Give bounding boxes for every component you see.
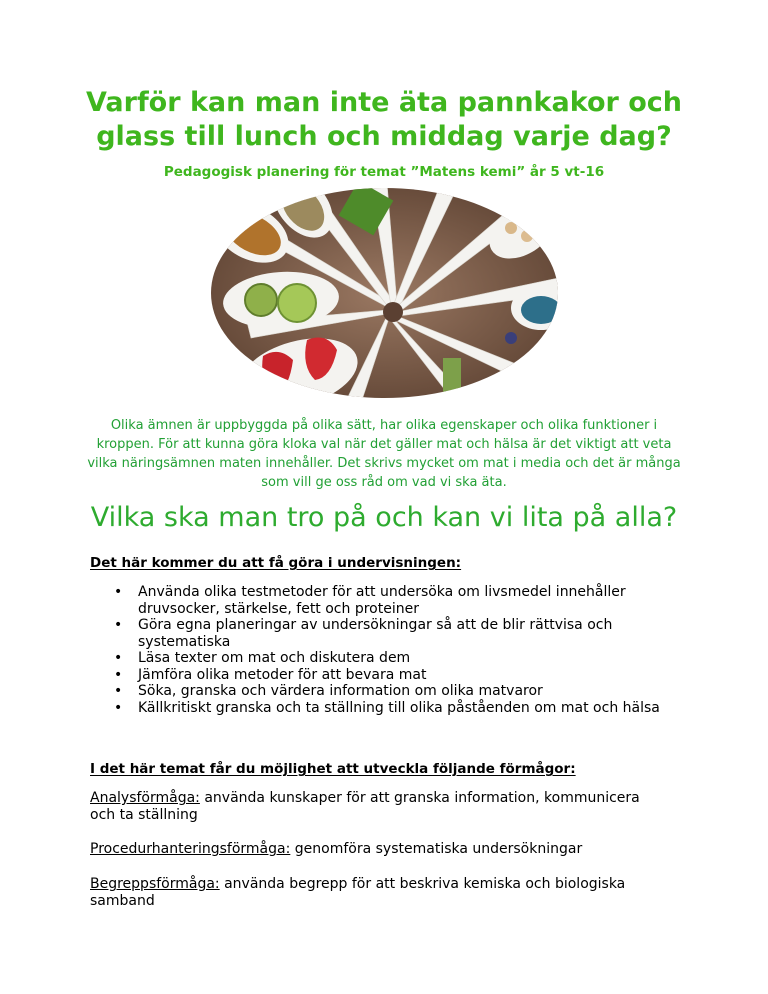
intro-text: Olika ämnen är uppbyggda på olika sätt, har olika egenskaper och olika funktioner i kroppen. För att kunna göra kloka val när det gäller mat och hälsa är det viktigt att veta vilka näringsämnen maten innehåller. Det skrivs mycket om mat i media och det är många som vill ge oss råd om vad vi ska äta. <box>87 418 681 490</box>
ability-procedure <box>90 841 650 858</box>
list-item: • Jämföra olika metoder för att bevara mat <box>114 666 427 683</box>
list-item: • Göra egna planeringar av undersökningar så att de blir rättvisa och systematiska <box>114 617 613 650</box>
page-subtitle: Pedagogisk planering för temat ”Matens kemi” år 5 vt-16 <box>163 164 605 180</box>
tasks-list <box>90 584 670 716</box>
ability-concepts <box>90 876 650 910</box>
list-item: • Använda olika testmetoder för att undersöka om livsmedel innehåller druvsocker, stärkelse, fett och proteiner <box>114 584 626 617</box>
bullet-icon: • <box>114 584 123 600</box>
list-item: • Läsa texter om mat och diskutera dem <box>114 650 411 666</box>
abilities-heading: I det här temat får du möjlighet att utveckla följande förmågor: <box>90 761 576 777</box>
list-item: • Källkritiskt granska och ta ställning till olika påståenden om mat och hälsa <box>114 699 660 716</box>
brussels-sprout-1 <box>245 284 277 316</box>
bullet-icon: • <box>114 699 123 716</box>
bullet-icon: • <box>114 683 123 699</box>
bullet-icon: • <box>114 617 123 633</box>
tasks-heading: Det här kommer du att få göra i undervisningen: <box>90 555 462 571</box>
ability-analysis <box>90 790 650 824</box>
bullet-icon: • <box>114 650 123 666</box>
question-heading: Vilka ska man tro på och kan vi lita på alla? <box>90 502 678 533</box>
food-spoons-photo <box>211 188 558 398</box>
list-item: • Söka, granska och värdera information om olika matvaror <box>114 683 543 699</box>
center-hub <box>383 302 403 322</box>
ability-text: genomföra systematiska undersökningar <box>290 841 583 857</box>
asparagus <box>443 358 461 398</box>
bullet-icon: • <box>114 666 123 683</box>
ability-name: Procedurhanteringsförmåga: <box>90 841 291 857</box>
blueberry <box>505 332 517 344</box>
brussels-sprout-2 <box>278 284 316 322</box>
ability-text: använda begrepp för att beskriva kemiska och biologiska samband <box>90 876 626 909</box>
page-title: Varför kan man inte äta pannkakor och glass till lunch och middag varje dag? <box>85 87 683 152</box>
strawberry-1 <box>262 352 293 394</box>
ability-text: använda kunskaper för att granska information, kommunicera och ta ställning <box>90 790 640 823</box>
ability-name: Analysförmåga: <box>90 790 200 806</box>
ability-name: Begreppsförmåga: <box>90 876 220 892</box>
